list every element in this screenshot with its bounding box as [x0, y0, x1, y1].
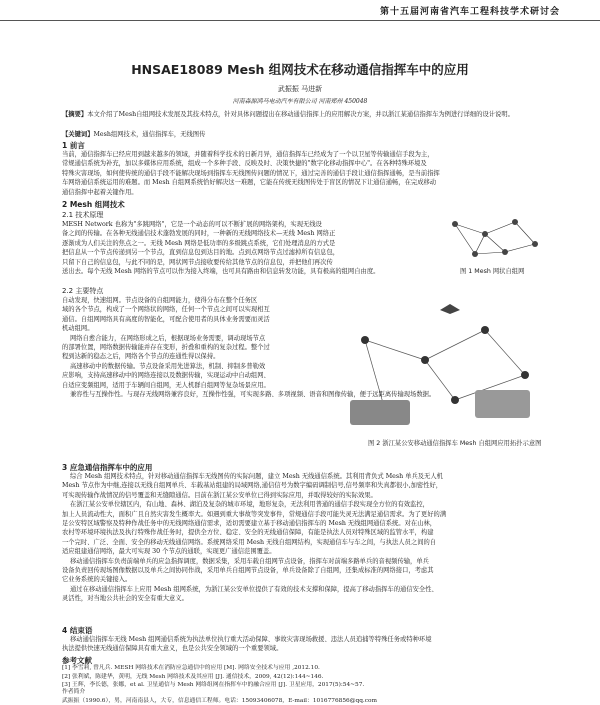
abstract-label: 【摘要】 [62, 111, 88, 118]
section-4-text: 移动通信指挥车无线 Mesh 组网通信系统为执法单位执行重大活动保障、事故灾害现场救援、违法人员追捕等特殊任务或特种环境 执法提供快速无线通信保障具有重大意义，也是公共安全领域的一个重要领域。 [62, 636, 432, 653]
running-header [0, 2, 600, 21]
section-2-1-heading: 2.1 技术原理 [62, 211, 104, 219]
references-heading: 参考文献 [62, 656, 92, 665]
section-1-heading: 1 前言 [62, 141, 85, 150]
abstract [62, 110, 542, 120]
authors: 武振振 马进新 [277, 85, 323, 93]
author-bio [62, 688, 377, 705]
section-3-text: 综合 Mesh 组网技术特点，针对移动通信指挥车无线图传的实际问题，建立 Mesh 无线通信系统。其利用背负式 Mesh 单兵及无人机 Mesh 节点作为中继,连接以无线自组网单兵、车载基站组建的局域网络,通信信号为数字编码调制信号,信号频率和失真都很小,加密性好， 可实现传输作战情况的信号覆盖和无缝隙通信。目前在浙江某公安单位已得到实际应用，并取得较好的实际效果。 在浙江某公安单位辖区内，有山地、森林、湖泊及复杂的城市环境，地形复杂，无法利用普通的通信手段实现全方位的有效监控， 加上人员流动性大，面积广且自然灾害发生概率大。如遇到重大事故等突发事件，常规通信手段可能失灵无法满足通信需求。为了更好的满 足公安特区域警察及特种作战任务中的无线网络通信需求，适切需要建立基于移动通信指挥车的 Mesh 无线组网通信系统。对在山林， 农村等环境环境执法及执行特殊作战任务时，提供全方位、稳定、安全的无线通信保障，有能是执法人员对特殊区域的监管水平，构建 一个完时、广泛、全面、安全的移动无线通信网络。系统网络采用 Mesh 无线自组网结构，实现通信车与车之间，与执法人员之间的自 适应组建通信网络，最大可实现 30 个节点的通联，实现更广通信范围覆盖。 移动通信指挥车负责前端单兵的应急指挥调度，数据采集，采用车载自组网节点设备，指挥车对前端多路单兵的音视频传输，单兵 设备负责回传现场图像数据以及单兵之间协同作战，采用单兵自组网节点设备，单兵设备除了自组网，还集成标准的网络接口，考虑其 它业务系统的关键接入。 通过在移动通信指挥车上应用 Mesh 组网系统，为浙江某公安单位提供了有效的技术支撑和保障，提高了移动指挥车的通信安全性、 灵活性，对当地公共社会的安全有重大意义。 [62, 473, 447, 603]
author-bio-label: 作者简介 [62, 689, 86, 695]
figure-1-caption: 图 1 Mesh 网状自组网 [460, 268, 525, 275]
figure-1-mesh-diagram [445, 214, 545, 264]
figure-2-caption: 图 2 浙江某公安移动通信指挥车 Mesh 自组网应用拓扑示意图 [368, 440, 542, 447]
keywords-text: Mesh组网技术，通信指挥车，无线图传 [93, 131, 206, 138]
abstract-text: 本文介绍了Mesh自组网技术发展及其技术特点，针对具体问题提出在移动通信指挥上的应用解决方案，并以浙江某通信指挥车为例进行详细的设计说明。 [87, 111, 514, 118]
section-2-1-text: MESH Network 也称为"多跳网络"，它是一个动态的可以不断扩展的网络架构，实现无线设 备之间的传输。在各种无线通信技术蓬勃发展的同时，一种新的无线网络技术—无线 Mesh 网络正 逐渐成为人们关注的焦点之一。无线 Mesh 网络是低功率的多级跳点系统，它们处理消息的方式是 把信息从一个节点传递到另一个节点，直到信息包到达目的地。点到点网络节点过滤掉所有信息包， 只留下自己的信息包，与此不同的是，网状网节点接收要传给其他节点的信息包，并把他们再次传 送出去。每个无线 Mesh 网络的节点可以作为接入终端，也可具有路由和信息转发功能，具有极高的组网自由度。 [62, 221, 380, 276]
section-2-2-text: 自动发现，快速组网。节点设备的自组网能力，使得分布在整个任务区 域的各个节点，构成了一个网络状的网络，任何一个节点之间可以实现相互 通信。自组网网络具有高度的智能化，可配合使用者的具体业务需要而灵活 机动组网。 网络自愈合能力，在网络形成之后，根据现场业务需要，调动现场节点 的部署位置，网络数据传输能并存在变形，折叠和重构的复杂过程。整个过 程到达新的稳态之后，网络各个节点的连通性得以保持。 高速移动中的数据传输。节点设备采用先进算法，机制、抑制多普勒效 应影响，支持高速移动中的网络连接以及数据传输，实现运动中自动组网、 自适应变频组网，适用于车辆间自组网，无人机群自组网等复杂场景应用。 兼容性与互操作性。与现存无线网络兼容良好，互操作性强，可实现多路、多项视频、语音和图像传输，便于远距离传输现场数据。 [62, 297, 436, 399]
keywords [62, 130, 205, 139]
section-4-heading: 4 结束语 [62, 626, 93, 635]
affiliation: 河南森源鸿马电动汽车有限公司 河南郑州 450048 [232, 98, 368, 105]
section-1-text: 当前，通信指挥车已经应用到越来越多的领域，并随着科学技术的日新月异，通信指挥车已经成为了一个以卫星等传输通信手段为主， 常规通信系统为补充，加以多媒体应用系统，组成一个多种手段、反映及时、决策快捷的"数字化移动指挥中心"。在各种特殊环境及 特殊灾害现场，如何使传统的通信手段不能解决现场到指挥车无线图传问题的情况下，通过完善的通信手段让通信指挥通畅，是当前指挥 车网络通信系统运用的难题。而 Mesh 自组网系统恰好解决这一难题，它能在传统无线图传处于盲区的情况下让通信通畅，在完成移动 通信指挥中起着关键作用。 [62, 151, 440, 196]
references-list: [1] 李雪莉, 曾凡兵. MESH 网络技术在消防应急通信中的应用 [M]. 网络安全技术与应用 ,2012.10. [2] 张利斌，陈建华，黄明，无线 Mesh 网络技术及其应用 [J]. 通信技术，2009, 42(12):144~146. [3] 王辉，李长德，张娜，et al. 卫星通信与 Mesh 网络组网在指挥车中的融合应用 [J]. 卫星应用，2017(5):54~57. [62, 665, 365, 688]
section-2-heading: 2 Mesh 组网技术 [62, 200, 125, 209]
section-2-2-heading: 2.2 主要特点 [62, 287, 104, 295]
author-bio-text: 武振振（1990.6），男，河南南县人，大专，信息通信工程师。电话：15093406078，E-mail：1016776856@qq.com [62, 697, 377, 704]
conference-name: 第十五届河南省汽车工程科技学术研讨会 [379, 7, 560, 17]
keywords-label: 【关键词】 [62, 131, 94, 138]
figure-2-topology [345, 300, 540, 435]
section-3-heading: 3 应急通信指挥车中的应用 [62, 463, 153, 472]
paper-title: HNSAE18089 Mesh 组网技术在移动通信指挥车中的应用 [131, 62, 469, 77]
